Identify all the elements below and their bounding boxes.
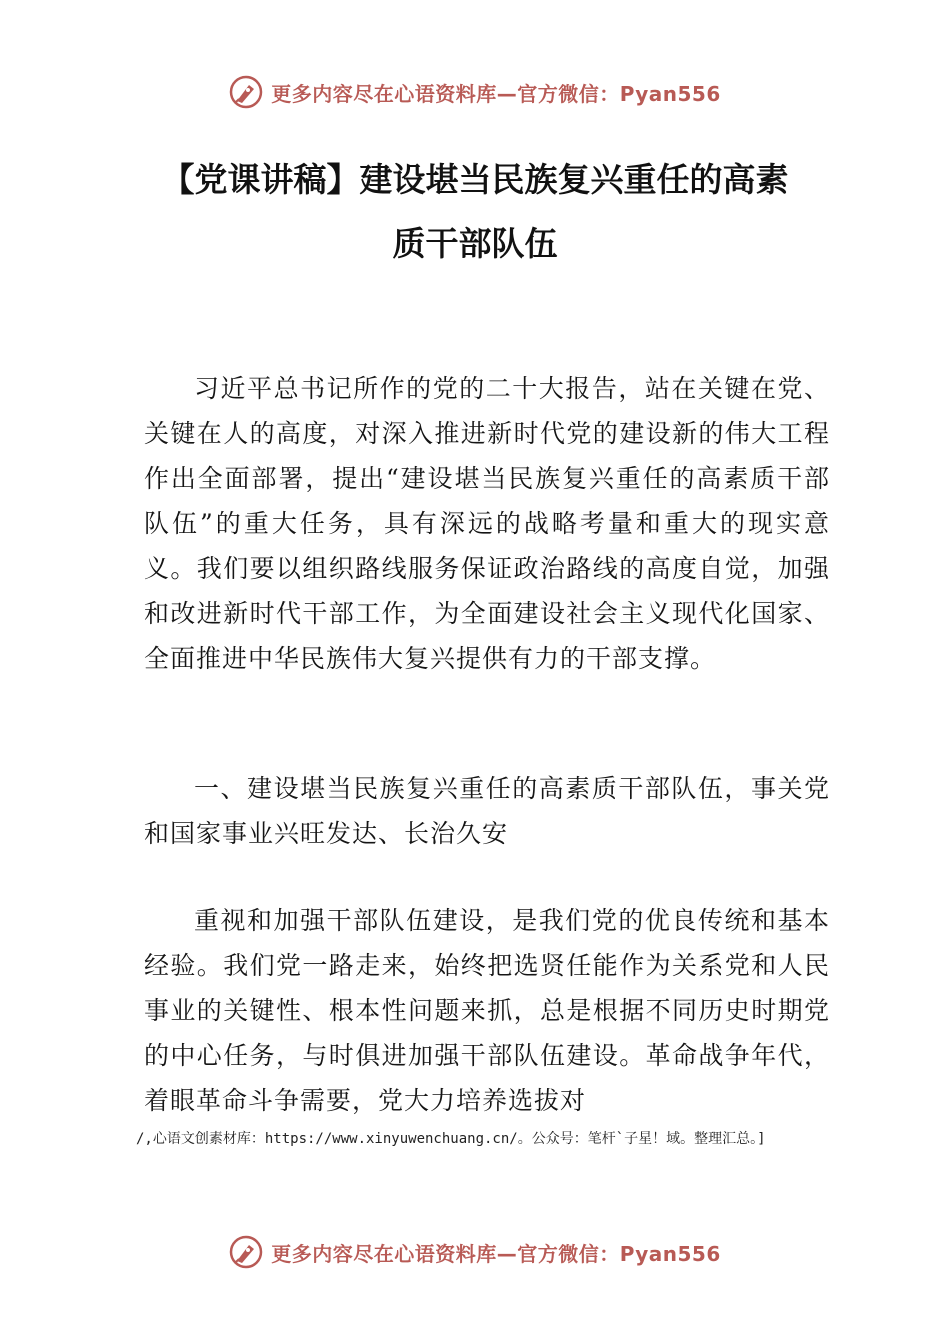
bottom-banner — [0, 1230, 950, 1274]
pen-nib-logo-icon — [229, 75, 263, 109]
title-line-1: 【党课讲稿】建设堪当民族复兴重任的高素 — [161, 160, 789, 199]
top-banner — [0, 70, 950, 114]
body-paragraph-1: 习近平总书记所作的党的二十大报告，站在关键在党、关键在人的高度，对深入推进新时代党的建设新的伟大工程作出全面部署，提出“建设堪当民族复兴重任的高素质干部队伍”的重大任务，具有深远的战略考量和重大的现实意义。我们要以组织路线服务保证政治路线的高度自觉，加强和改进新时代干部工作，为全面建设社会主义现代化国家、全面推进中华民族伟大复兴提供有力的干部支撑。 — [144, 374, 830, 673]
pen-nib-logo-icon — [229, 1235, 263, 1269]
body-paragraph-2: 重视和加强干部队伍建设，是我们党的优良传统和基本经验。我们党一路走来，始终把选贤任能作为关系党和人民事业的关键性、根本性问题来抓，总是根据不同历史时期党的中心任务，与时俱进加强干部队伍建设。革命战争年代，着眼革命斗争需要，党大力培养选拔对 — [144, 906, 830, 1115]
source-footnote: /,心语文创素材库：https://www.xinyuwenchuang.cn/。公众号：笔杆`子星！域。整理汇总。] — [136, 1131, 766, 1147]
document-title — [100, 148, 850, 276]
banner-text: 更多内容尽在心语资料库—官方微信：Pyan556 — [271, 1241, 721, 1266]
title-line-2: 质干部队伍 — [392, 224, 558, 263]
section-heading-1: 一、建设堪当民族复兴重任的高素质干部队伍，事关党和国家事业兴旺发达、长治久安 — [144, 774, 830, 848]
banner-text: 更多内容尽在心语资料库—官方微信：Pyan556 — [271, 81, 721, 106]
